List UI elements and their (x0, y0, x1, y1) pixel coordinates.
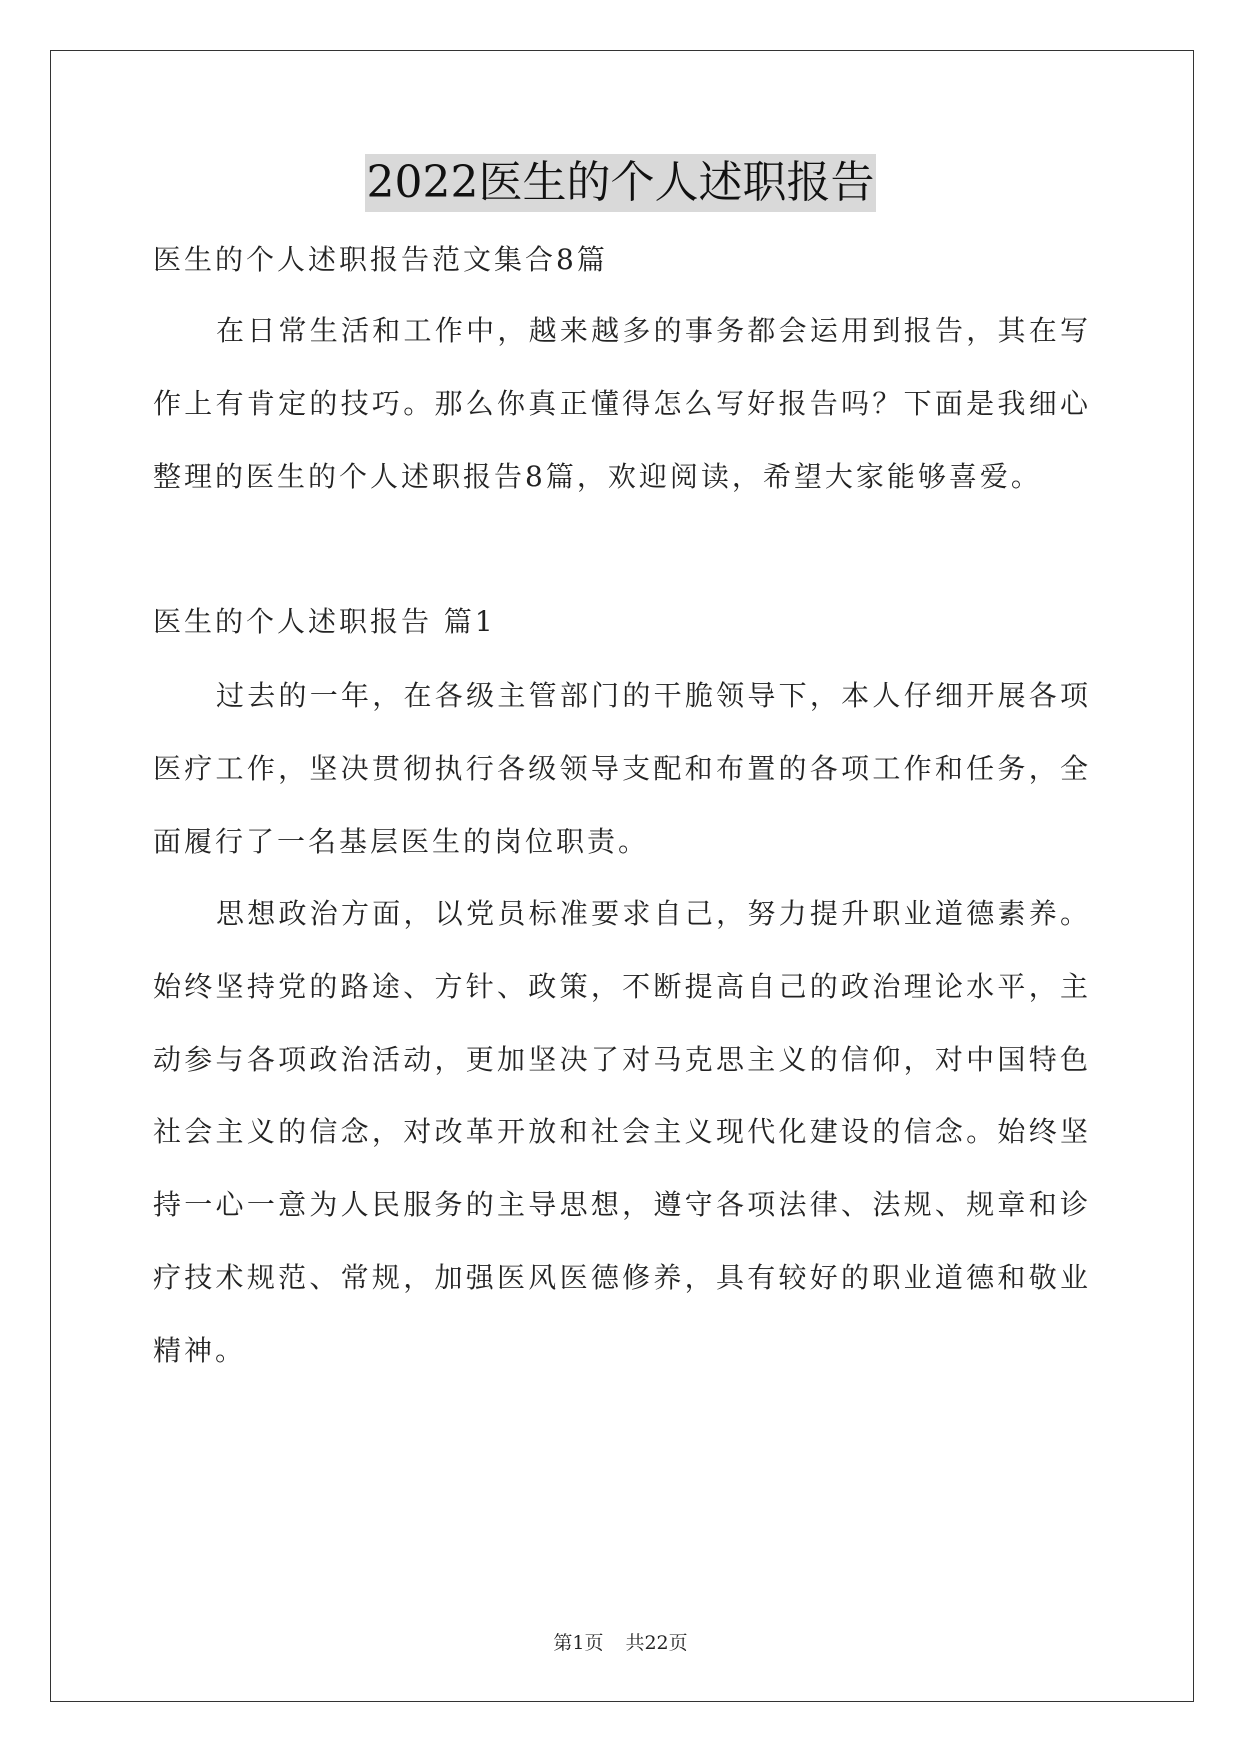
para2-line-2: 始终坚持党的路途、方针、政策，不断提高自己的政治理论水平，主 (153, 970, 1088, 1003)
section-heading: 医生的个人述职报告 篇1 (153, 605, 496, 638)
intro-line-2: 作上有肯定的技巧。那么你真正懂得怎么写好报告吗？下面是我细心 (153, 387, 1088, 420)
para1-line-3: 面履行了一名基层医生的岗位职责。 (153, 825, 650, 858)
page-number: 第1页 (553, 1632, 604, 1654)
page-total: 共22页 (625, 1632, 688, 1654)
para2-line-6: 疗技术规范、常规，加强医风医德修养，具有较好的职业道德和敬业 (153, 1261, 1088, 1294)
para2-line-7: 精神。 (153, 1334, 247, 1367)
para1-line-1: 过去的一年，在各级主管部门的干脆领导下，本人仔细开展各项 (216, 679, 1088, 712)
para2-line-4: 社会主义的信念，对改革开放和社会主义现代化建设的信念。始终坚 (153, 1115, 1088, 1148)
subtitle-line: 医生的个人述职报告范文集合8篇 (153, 243, 608, 276)
para2-line-1: 思想政治方面，以党员标准要求自己，努力提升职业道德素养。 (216, 897, 1088, 930)
para2-line-5: 持一心一意为人民服务的主导思想，遵守各项法律、法规、规章和诊 (153, 1188, 1088, 1221)
intro-line-1: 在日常生活和工作中，越来越多的事务都会运用到报告，其在写 (216, 314, 1088, 347)
para1-line-2: 医疗工作，坚决贯彻执行各级领导支配和布置的各项工作和任务，全 (153, 752, 1088, 785)
intro-line-3: 整理的医生的个人述职报告8篇，欢迎阅读，希望大家能够喜爱。 (153, 460, 1042, 493)
para2-line-3: 动参与各项政治活动，更加坚决了对马克思主义的信仰，对中国特色 (153, 1043, 1088, 1076)
page-footer (0, 1630, 1241, 1656)
document-title: 2022医生的个人述职报告 (365, 154, 877, 212)
title-container (0, 154, 1241, 212)
page-border (50, 50, 1194, 1702)
